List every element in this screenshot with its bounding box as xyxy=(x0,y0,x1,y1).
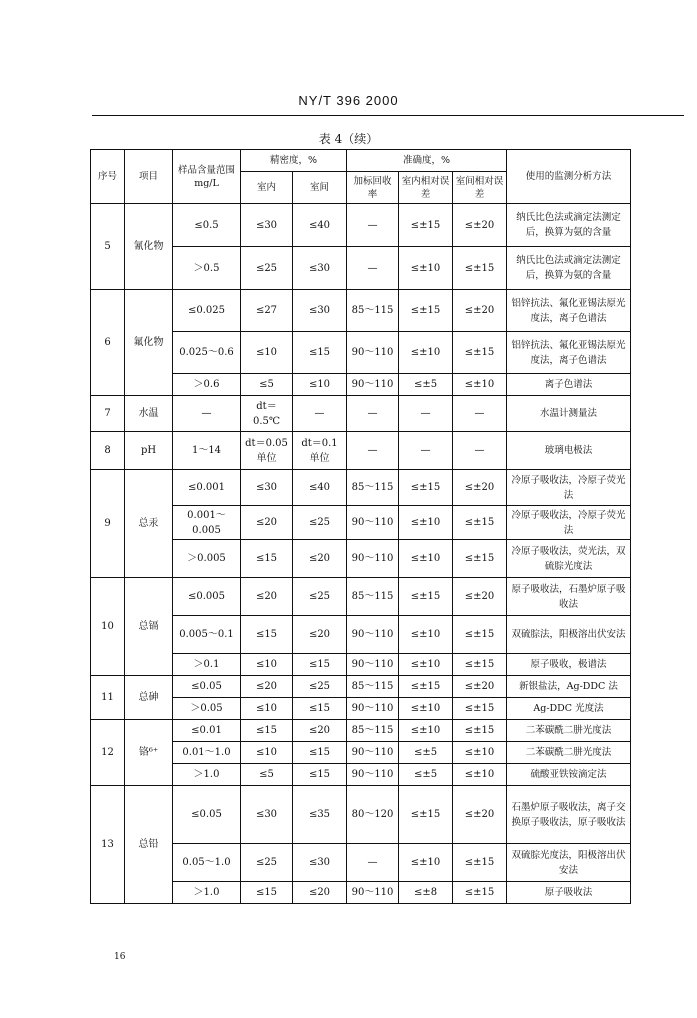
header-item: 项目 xyxy=(125,150,173,204)
table-row: ＞0.6 ≤5 ≤10 90～110 ≤±5 ≤±10 离子色谱法 xyxy=(91,374,631,396)
header-between-lab: 室间 xyxy=(293,172,347,204)
table-row: ＞1.0 ≤5 ≤15 90～110 ≤±5 ≤±10 硫酸亚铁铵滴定法 xyxy=(91,764,631,786)
table-row: 0.001～0.005 ≤20 ≤25 90～110 ≤±10 ≤±15 冷原子吸收法，冷原子荧光法 xyxy=(91,506,631,540)
standard-code: NY/T 396 2000 xyxy=(298,93,399,108)
table-row: ＞0.5 ≤25 ≤30 — ≤±10 ≤±15 纳氏比色法或滴定法测定后，换算为氨的含量 xyxy=(91,247,631,290)
header-between-rel-error: 室间相对误差 xyxy=(453,172,507,204)
header-within-lab: 室内 xyxy=(241,172,293,204)
data-table xyxy=(90,149,631,904)
header-sample-conc: 样品含量范围 mg/L xyxy=(173,150,241,204)
header-no: 序号 xyxy=(91,150,125,204)
table-row: 10 总镉 ≤0.005 ≤20 ≤25 85～115 ≤±15 ≤±20 原子吸收法，石墨炉原子吸收法 xyxy=(91,578,631,616)
table-row: 13 总铅 ≤0.05 ≤30 ≤35 80～120 ≤±15 ≤±20 石墨炉原子吸收法，离子交换原子吸收法，原子吸收法 xyxy=(91,786,631,844)
table-row: ＞0.1 ≤10 ≤15 90～110 ≤±10 ≤±15 原子吸收，极谱法 xyxy=(91,654,631,676)
page-number: 16 xyxy=(114,952,126,962)
table-row: 0.05～1.0 ≤25 ≤30 — ≤±10 ≤±15 双硫腙光度法，阳极溶出伏安法 xyxy=(91,844,631,882)
table-row: 6 氟化物 ≤0.025 ≤27 ≤30 85～115 ≤±15 ≤±20 铝锌抗法、氟化亚锡法原光度法，离子色谱法 xyxy=(91,290,631,332)
table-row: ＞1.0 ≤15 ≤20 90～110 ≤±8 ≤±15 原子吸收法 xyxy=(91,882,631,904)
header-accuracy: 准确度，% xyxy=(347,150,507,172)
table-row: 8 pH 1～14 dt＝0.05 单位 dt＝0.1 单位 — — — 玻璃电极法 xyxy=(91,432,631,470)
table-row: ＞0.05 ≤10 ≤15 90～110 ≤±10 ≤±15 Ag-DDC 光度法 xyxy=(91,698,631,720)
table-caption: 表 4（续） xyxy=(318,132,379,146)
table-row: 0.01～1.0 ≤10 ≤15 90～110 ≤±5 ≤±10 二苯碳酰二肼光度法 xyxy=(91,742,631,764)
table-row: 0.025～0.6 ≤10 ≤15 90～110 ≤±10 ≤±15 铝锌抗法、氟化亚锡法原光度法，离子色谱法 xyxy=(91,332,631,374)
table-row: 12 铬⁶⁺ ≤0.01 ≤15 ≤20 85～115 ≤±10 ≤±15 二苯碳酰二肼光度法 xyxy=(91,720,631,742)
table-row: 7 水温 — dt＝0.5℃ — — — — 水温计测量法 xyxy=(91,396,631,432)
table-row: ＞0.005 ≤15 ≤20 90～110 ≤±10 ≤±15 冷原子吸收法，荧光法，双硫腙光度法 xyxy=(91,540,631,578)
header-recovery: 加标回收率 xyxy=(347,172,399,204)
table-row: 9 总汞 ≤0.001 ≤30 ≤40 85～115 ≤±15 ≤±20 冷原子吸收法，冷原子荧光法 xyxy=(91,470,631,506)
table-row: 11 总砷 ≤0.05 ≤20 ≤25 85～115 ≤±15 ≤±20 新银盐法，Ag-DDC 法 xyxy=(91,676,631,698)
header-method: 使用的监测分析方法 xyxy=(507,150,631,204)
header-precision: 精密度，% xyxy=(241,150,347,172)
table-row: 0.005～0.1 ≤15 ≤20 90～110 ≤±10 ≤±15 双硫腙法，阳极溶出伏安法 xyxy=(91,616,631,654)
table-row: 5 氰化物 ≤0.5 ≤30 ≤40 — ≤±15 ≤±20 纳氏比色法或滴定法测定后，换算为氨的含量 xyxy=(91,204,631,247)
header-within-rel-error: 室内相对误差 xyxy=(399,172,453,204)
header-rule xyxy=(92,115,684,116)
